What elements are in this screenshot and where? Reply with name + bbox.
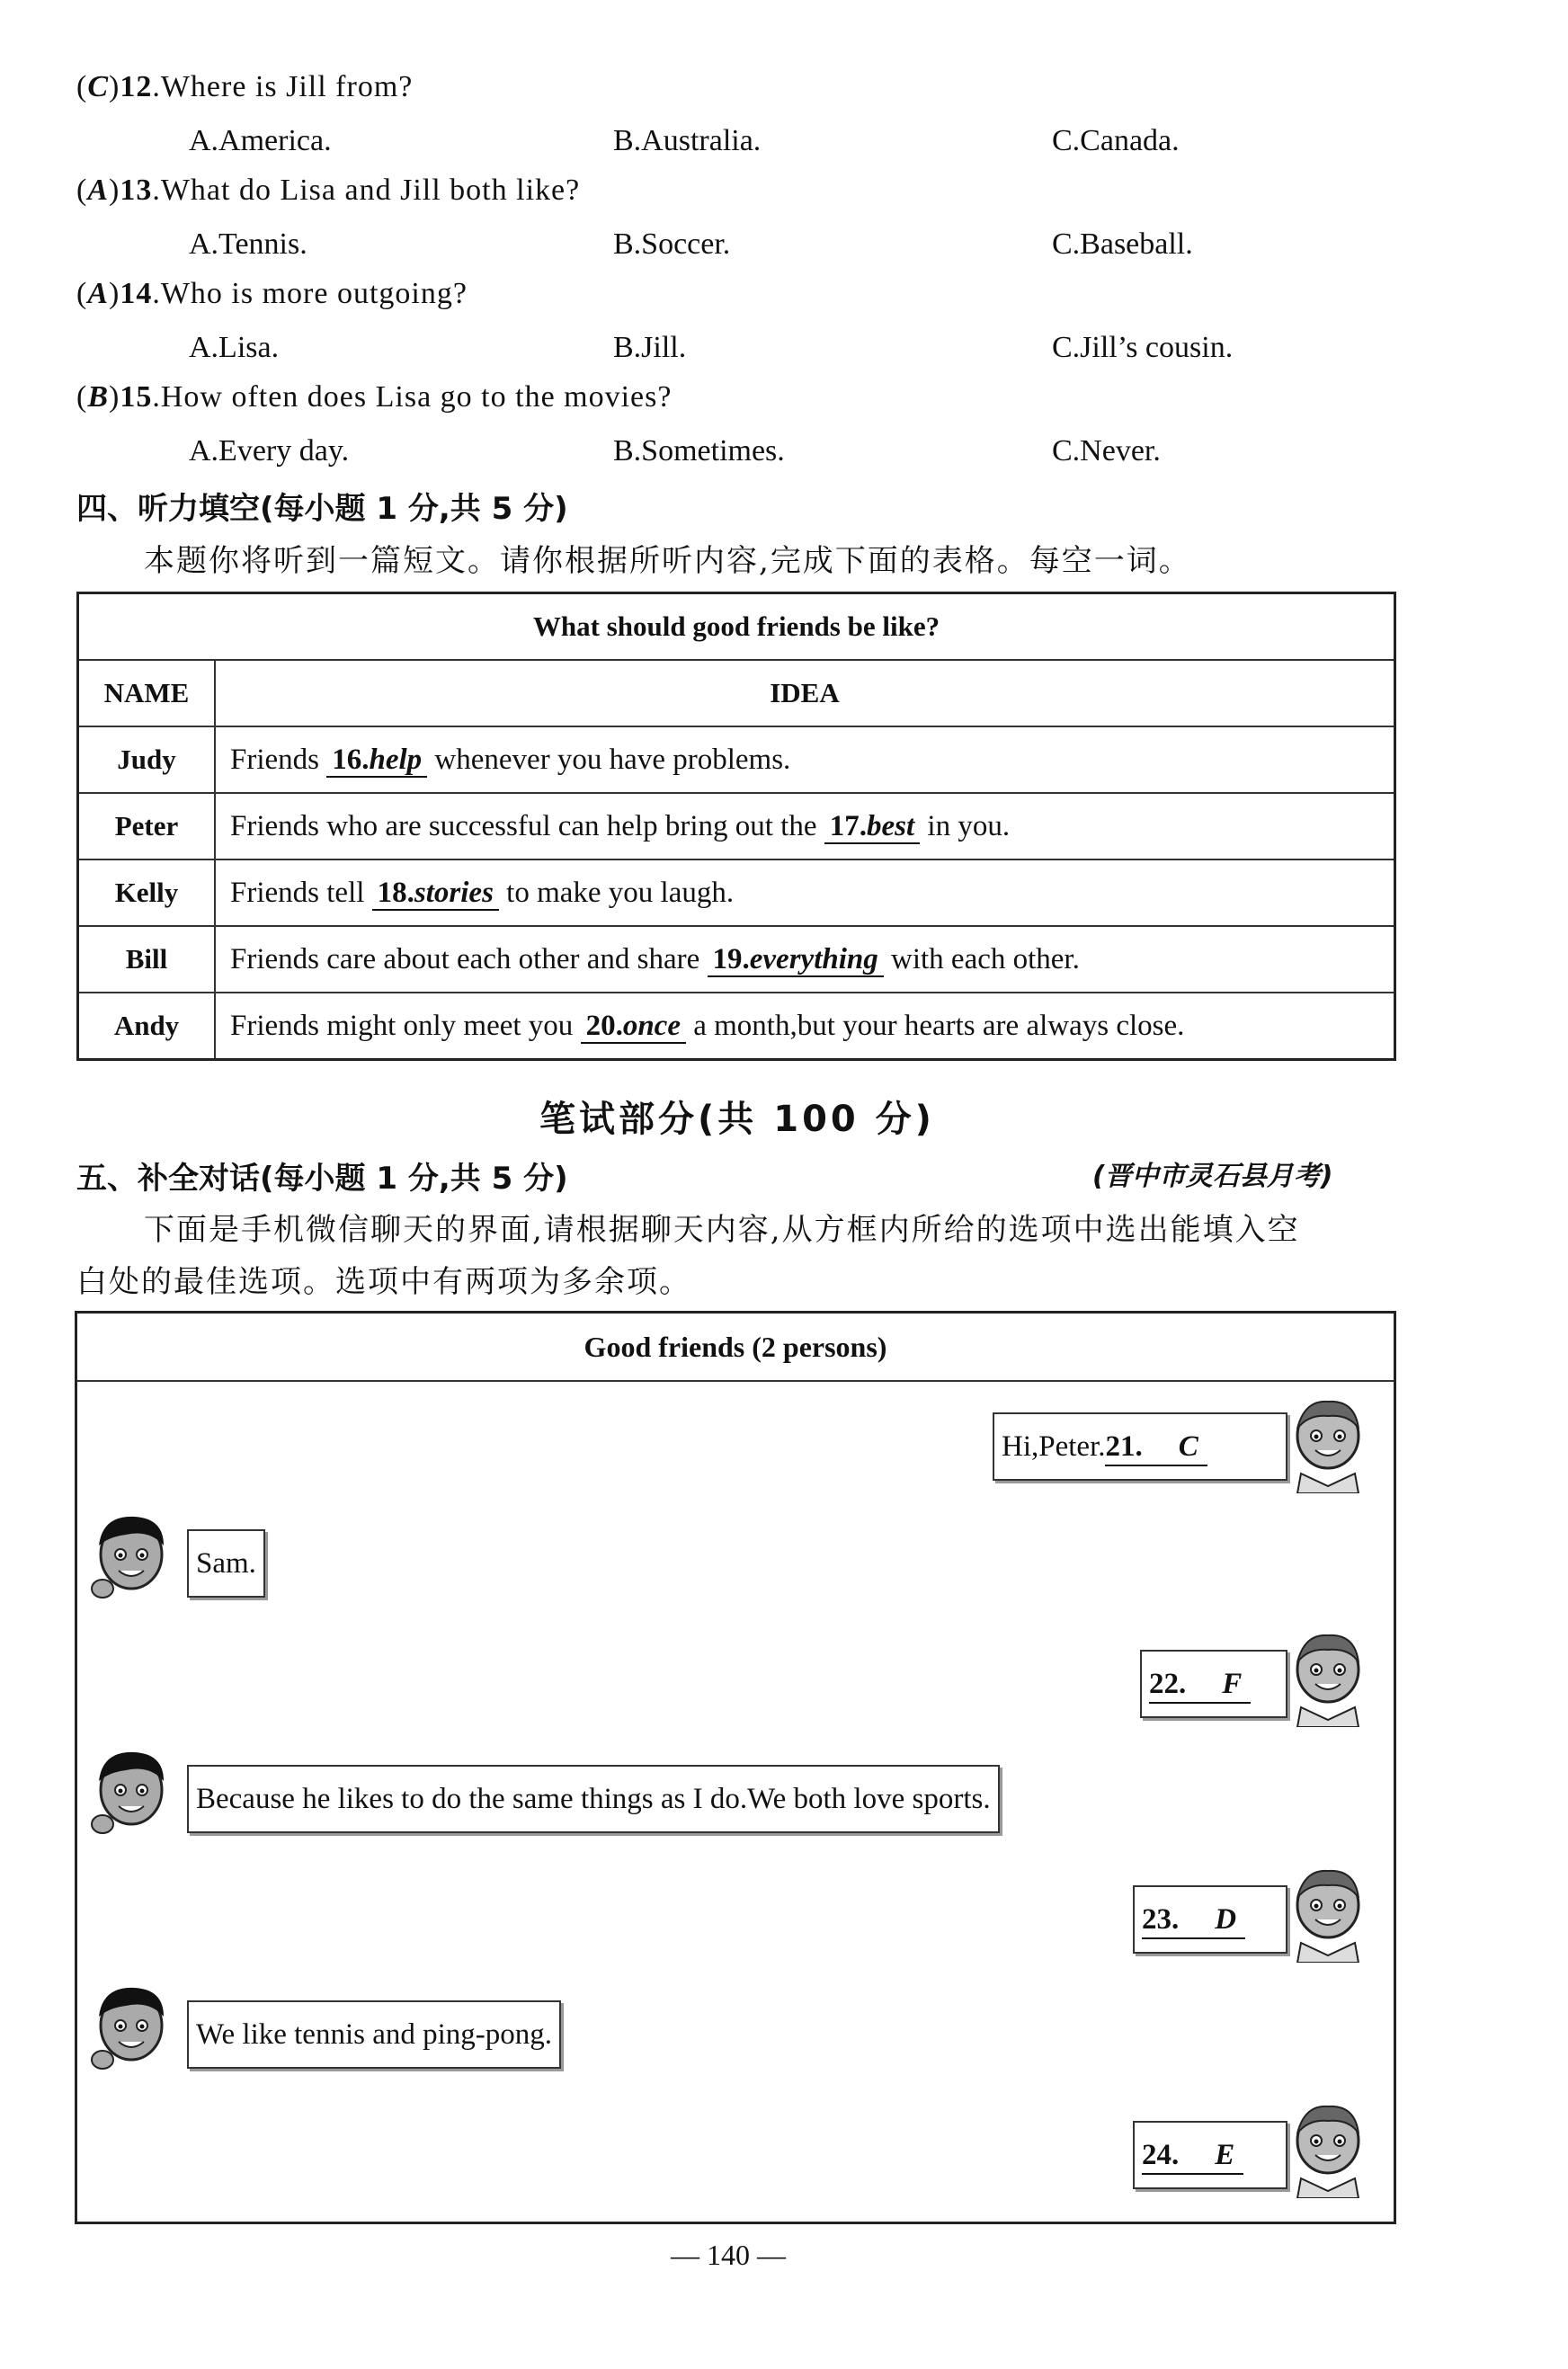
option-a: A.America.	[189, 124, 332, 157]
option-b: B.Jill.	[613, 331, 687, 364]
section-5-instruction-1: 下面是手机微信聊天的界面,请根据聊天内容,从方框内所给的选项中选出能填入空	[144, 1212, 1300, 1248]
option-a: A.Tennis.	[189, 227, 307, 261]
table-title: What should good friends be like?	[78, 593, 1395, 661]
row-name: Kelly	[78, 859, 216, 926]
chat-window	[75, 1311, 1396, 2224]
option-b: B.Australia.	[613, 124, 762, 157]
section-4-title: 四、听力填空(每小题 1 分,共 5 分)	[76, 491, 568, 527]
chat-bubble-right: 22. F	[1140, 1650, 1287, 1718]
question-15: (B)15.How often does Lisa go to the movies?	[76, 380, 673, 414]
section-5-source: (晋中市灵石县月考)	[1092, 1161, 1333, 1192]
question-14: (A)14.Who is more outgoing?	[76, 277, 468, 310]
peter-avatar-icon	[1287, 1396, 1369, 1493]
answer-blank: 16.help	[326, 744, 427, 778]
option-a: A.Lisa.	[189, 331, 280, 364]
sam-avatar-icon	[90, 1510, 173, 1607]
row-name: Andy	[78, 993, 216, 1060]
option-c: C.Never.	[1052, 434, 1161, 468]
section-4-instruction: 本题你将听到一篇短文。请你根据所听内容,完成下面的表格。每空一词。	[144, 543, 1191, 579]
row-idea: Friends who are successful can help bring out the 17.best in you.	[215, 793, 1395, 859]
chat-bubble-left: We like tennis and ping-pong.	[187, 2000, 561, 2069]
peter-avatar-icon	[1287, 1866, 1369, 1963]
chat-bubble-left: Because he likes to do the same things as I do.We both love sports.	[187, 1765, 1000, 1833]
question-12: (C)12.Where is Jill from?	[76, 70, 414, 103]
option-b: B.Sometimes.	[613, 434, 785, 468]
chat-bubble-right: 24. E	[1133, 2121, 1287, 2189]
row-name: Judy	[78, 726, 216, 793]
option-b: B.Soccer.	[613, 227, 731, 261]
chat-header: Good friends (2 persons)	[77, 1314, 1394, 1382]
row-idea: Friends might only meet you 20.once a month,but your hearts are always close.	[215, 993, 1395, 1060]
option-a: A.Every day.	[189, 434, 350, 468]
question-13: (A)13.What do Lisa and Jill both like?	[76, 174, 581, 207]
sam-avatar-icon	[90, 1981, 173, 2078]
chat-bubble-right: Hi,Peter.21. C	[993, 1412, 1287, 1481]
row-idea: Friends care about each other and share 19.everything with each other.	[215, 926, 1395, 993]
table-row	[78, 726, 1395, 793]
answer-blank: 19.everything	[708, 943, 884, 977]
row-name: Peter	[78, 793, 216, 859]
chat-bubble-right: 23. D	[1133, 1885, 1287, 1954]
table-row	[78, 793, 1395, 859]
row-name: Bill	[78, 926, 216, 993]
section-5-instruction-2: 白处的最佳选项。选项中有两项为多余项。	[76, 1264, 691, 1300]
answer-blank: 18.stories	[372, 877, 499, 911]
peter-avatar-icon	[1287, 2101, 1369, 2198]
friends-table	[76, 592, 1396, 1061]
chat-bubble-left: Sam.	[187, 1529, 265, 1598]
section-5-title: 五、补全对话(每小题 1 分,共 5 分)	[76, 1161, 568, 1197]
table-row	[78, 926, 1395, 993]
col-header-name: NAME	[78, 660, 216, 726]
row-idea: Friends 16.help whenever you have problems.	[215, 726, 1395, 793]
page-number: — 140 —	[671, 2239, 786, 2271]
option-c: C.Jill’s cousin.	[1052, 331, 1234, 364]
row-idea: Friends tell 18.stories to make you laugh.	[215, 859, 1395, 926]
peter-avatar-icon	[1287, 1630, 1369, 1727]
answer-blank: 17.best	[824, 810, 920, 844]
table-row	[78, 859, 1395, 926]
table-row	[78, 993, 1395, 1060]
sam-avatar-icon	[90, 1745, 173, 1842]
col-header-idea: IDEA	[215, 660, 1395, 726]
written-part-title: 笔试部分(共 100 分)	[539, 1099, 935, 1140]
answer-blank: 20.once	[581, 1010, 686, 1044]
option-c: C.Baseball.	[1052, 227, 1193, 261]
option-c: C.Canada.	[1052, 124, 1180, 157]
